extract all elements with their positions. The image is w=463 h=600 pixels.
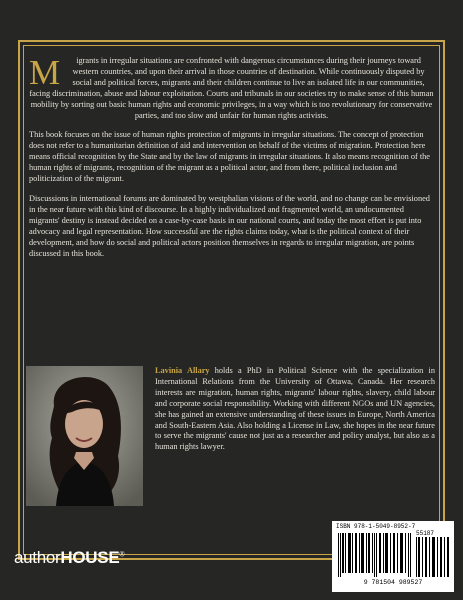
- ean-digits: 9 781504 989527: [363, 579, 423, 586]
- isbn-barcode: [332, 521, 454, 592]
- author-bio: [155, 366, 435, 453]
- blurb-paragraph-1: [29, 53, 434, 121]
- drop-cap: M: [29, 53, 61, 92]
- logo-registered-mark: ®: [119, 551, 125, 559]
- price-addon-digits: 55187: [416, 530, 435, 537]
- blurb-text: [29, 53, 434, 268]
- author-bio-text: holds a PhD in Political Science with the specialization in International Relations from the University of Ottawa, Canada. Her research interests are migration, human rights, migrants' labour rights, slavery, child labour and corporate social responsibility. Working with different NGOs and UN agencies, she has gained an extensive understanding of these issues in Europe, North America and South-Eastern Asia. Also holding a License in Law, she hopes in the near future to serve the migrants' cause not just as a researcher and policy analyst, but also as a human rights lawyer.: [155, 366, 435, 452]
- author-photo: [26, 366, 143, 506]
- author-section: [26, 366, 436, 526]
- isbn-label: ISBN 978-1-5049-8952-7: [336, 523, 416, 530]
- author-portrait-image: [26, 366, 143, 506]
- blurb-paragraph-3: Discussions in international forums are dominated by westphalian visions of the world, and no change can be envisioned in the near future with this kind of discourse. In a highly individualized and fragmented world, an undocumented migrants' destiny is instead decided on a case-by-case basis in our national courts, and today the most effort is put into advocacy and legal representation. How successful are the rights claims today, what is the political context of their development, and how do social and political actors position themselves in regards to irregular migration, are points discussed in this book.: [29, 193, 430, 258]
- blurb-paragraph-2: This book focuses on the issue of human rights protection of migrants in irregular situations. The concept of protection does not refer to a humanitarian definition of aid and intervention on behalf of the victims of migration. Protection here means official recognition by the State and by the law of migrants in irregular situations. It also means recognition of the human rights of migrants, recognition of the migrant as a political actor, and from there, political inclusion and politicization of the migrant.: [29, 130, 430, 184]
- logo-author: author: [14, 548, 61, 567]
- author-name: Lavinia Allary: [155, 366, 210, 375]
- blurb-paragraph-1-text: igrants in irregular situations are confronted with dangerous circumstances during their journeys toward western countries, and upon their arrival in those countries of destination. While continuously disputed by social and political forces, migrants and their children continue to live an isolated life in our communities, facing discrimination, abuse and labour exploitation. Courts and tribunals in our societies try to make sense of this human mobility by sorting out basic human rights and economic privileges, in a way which is too revolutionary for conservative parties, and too slow and unfair for human rights activists.: [29, 56, 434, 120]
- logo-house: HOUSE: [60, 548, 120, 567]
- publisher-logo: [14, 548, 124, 568]
